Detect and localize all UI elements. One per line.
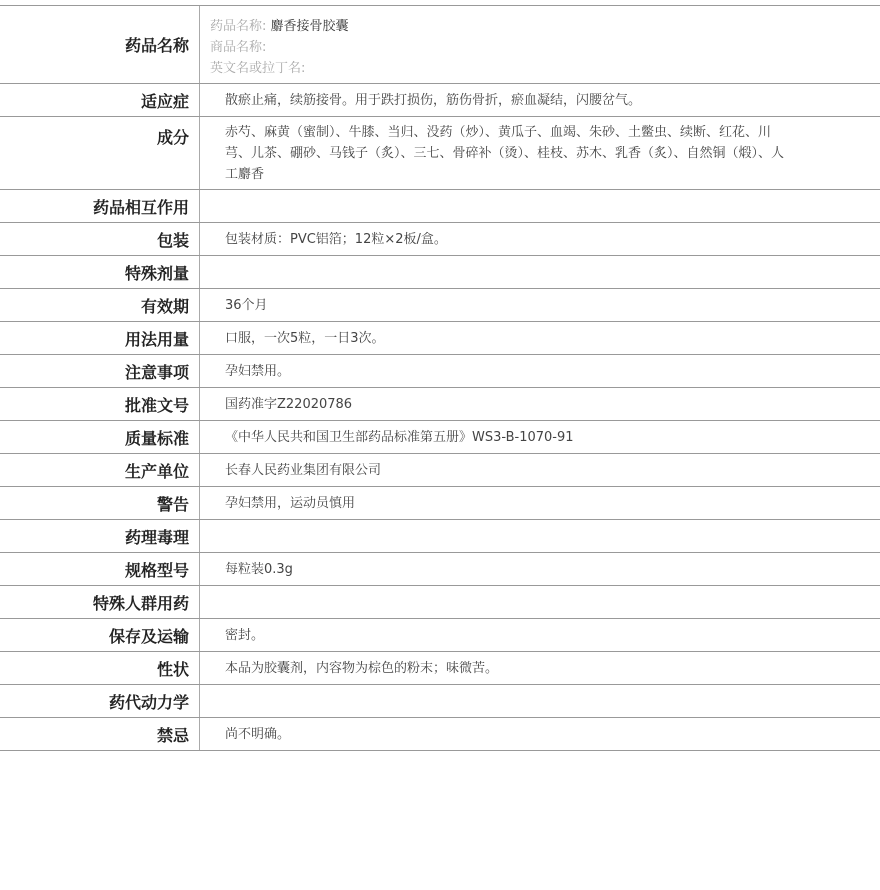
- approval-number-value: 国药准字Z22020786: [225, 396, 353, 412]
- contraindications-value: 尚不明确。: [225, 726, 291, 742]
- warning-row: [0, 487, 880, 520]
- ingredients-row: [0, 117, 880, 190]
- precautions-label: 注意事项: [0, 355, 200, 387]
- special-populations-label: 特殊人群用药: [0, 586, 200, 618]
- dosage-row: [0, 322, 880, 355]
- storage-value: 密封。: [225, 627, 265, 643]
- pharmacology-value: [200, 520, 880, 552]
- drug-name-row: [0, 6, 880, 84]
- interactions-row: [0, 190, 880, 223]
- english-name-prefix: 英文名或拉丁名:: [210, 61, 306, 76]
- shelf-life-value: 36个月: [225, 297, 268, 313]
- approval-number-row: [0, 388, 880, 421]
- specification-row: [0, 553, 880, 586]
- special-dosage-label: 特殊剂量: [0, 256, 200, 288]
- packaging-value: 包装材质：PVC铝箔；12粒×2板/盒。: [225, 231, 447, 247]
- quality-standard-row: [0, 421, 880, 454]
- pharmacology-row: [0, 520, 880, 553]
- special-populations-row: [0, 586, 880, 619]
- manufacturer-value: 长春人民药业集团有限公司: [225, 462, 382, 478]
- ingredients-label: 成分: [0, 117, 200, 189]
- precautions-value: 孕妇禁用。: [225, 363, 291, 379]
- description-value: 本品为胶囊剂，内容物为棕色的粉末；味微苦。: [225, 660, 499, 676]
- contraindications-row: [0, 718, 880, 751]
- specification-value: 每粒装0.3g: [225, 561, 293, 577]
- packaging-label: 包装: [0, 223, 200, 255]
- drug-info-table: [0, 5, 880, 751]
- pharmacokinetics-value: [200, 685, 880, 717]
- ingredients-value: 赤芍、麻黄（蜜制）、牛膝、当归、没药（炒）、黄瓜子、血竭、朱砂、土鳖虫、续断、红花、川芎、儿茶、硼砂、马钱子（炙）、三七、骨碎补（烫）、桂枝、苏木、乳香（炙）、自然铜（煅）、人工麝香: [225, 125, 785, 182]
- shelf-life-row: [0, 289, 880, 322]
- trade-name-prefix: 商品名称:: [210, 40, 267, 55]
- pharmacology-label: 药理毒理: [0, 520, 200, 552]
- precautions-row: [0, 355, 880, 388]
- warning-value: 孕妇禁用，运动员慎用: [225, 495, 356, 511]
- indications-value: 散瘀止痛，续筋接骨。用于跌打损伤，筋伤骨折，瘀血凝结，闪腰岔气。: [225, 92, 642, 108]
- quality-standard-label: 质量标准: [0, 421, 200, 453]
- warning-label: 警告: [0, 487, 200, 519]
- special-dosage-row: [0, 256, 880, 289]
- indications-row: [0, 84, 880, 117]
- specification-label: 规格型号: [0, 553, 200, 585]
- quality-standard-value: 《中华人民共和国卫生部药品标准第五册》WS3-B-1070-91: [225, 429, 574, 445]
- special-dosage-value: [200, 256, 880, 288]
- interactions-value: [200, 190, 880, 222]
- description-label: 性状: [0, 652, 200, 684]
- storage-row: [0, 619, 880, 652]
- drug-name-prefix: 药品名称:: [210, 19, 267, 34]
- dosage-label: 用法用量: [0, 322, 200, 354]
- drug-name-values: [200, 6, 880, 83]
- interactions-label: 药品相互作用: [0, 190, 200, 222]
- packaging-row: [0, 223, 880, 256]
- drug-name-label: 药品名称: [0, 6, 200, 83]
- dosage-value: 口服，一次5粒，一日3次。: [225, 330, 385, 346]
- manufacturer-row: [0, 454, 880, 487]
- approval-number-label: 批准文号: [0, 388, 200, 420]
- indications-label: 适应症: [0, 84, 200, 116]
- pharmacokinetics-row: [0, 685, 880, 718]
- drug-name-value: 麝香接骨胶囊: [270, 19, 349, 34]
- storage-label: 保存及运输: [0, 619, 200, 651]
- drug-name-line: [210, 16, 349, 37]
- manufacturer-label: 生产单位: [0, 454, 200, 486]
- contraindications-label: 禁忌: [0, 718, 200, 750]
- description-row: [0, 652, 880, 685]
- shelf-life-label: 有效期: [0, 289, 200, 321]
- special-populations-value: [200, 586, 880, 618]
- pharmacokinetics-label: 药代动力学: [0, 685, 200, 717]
